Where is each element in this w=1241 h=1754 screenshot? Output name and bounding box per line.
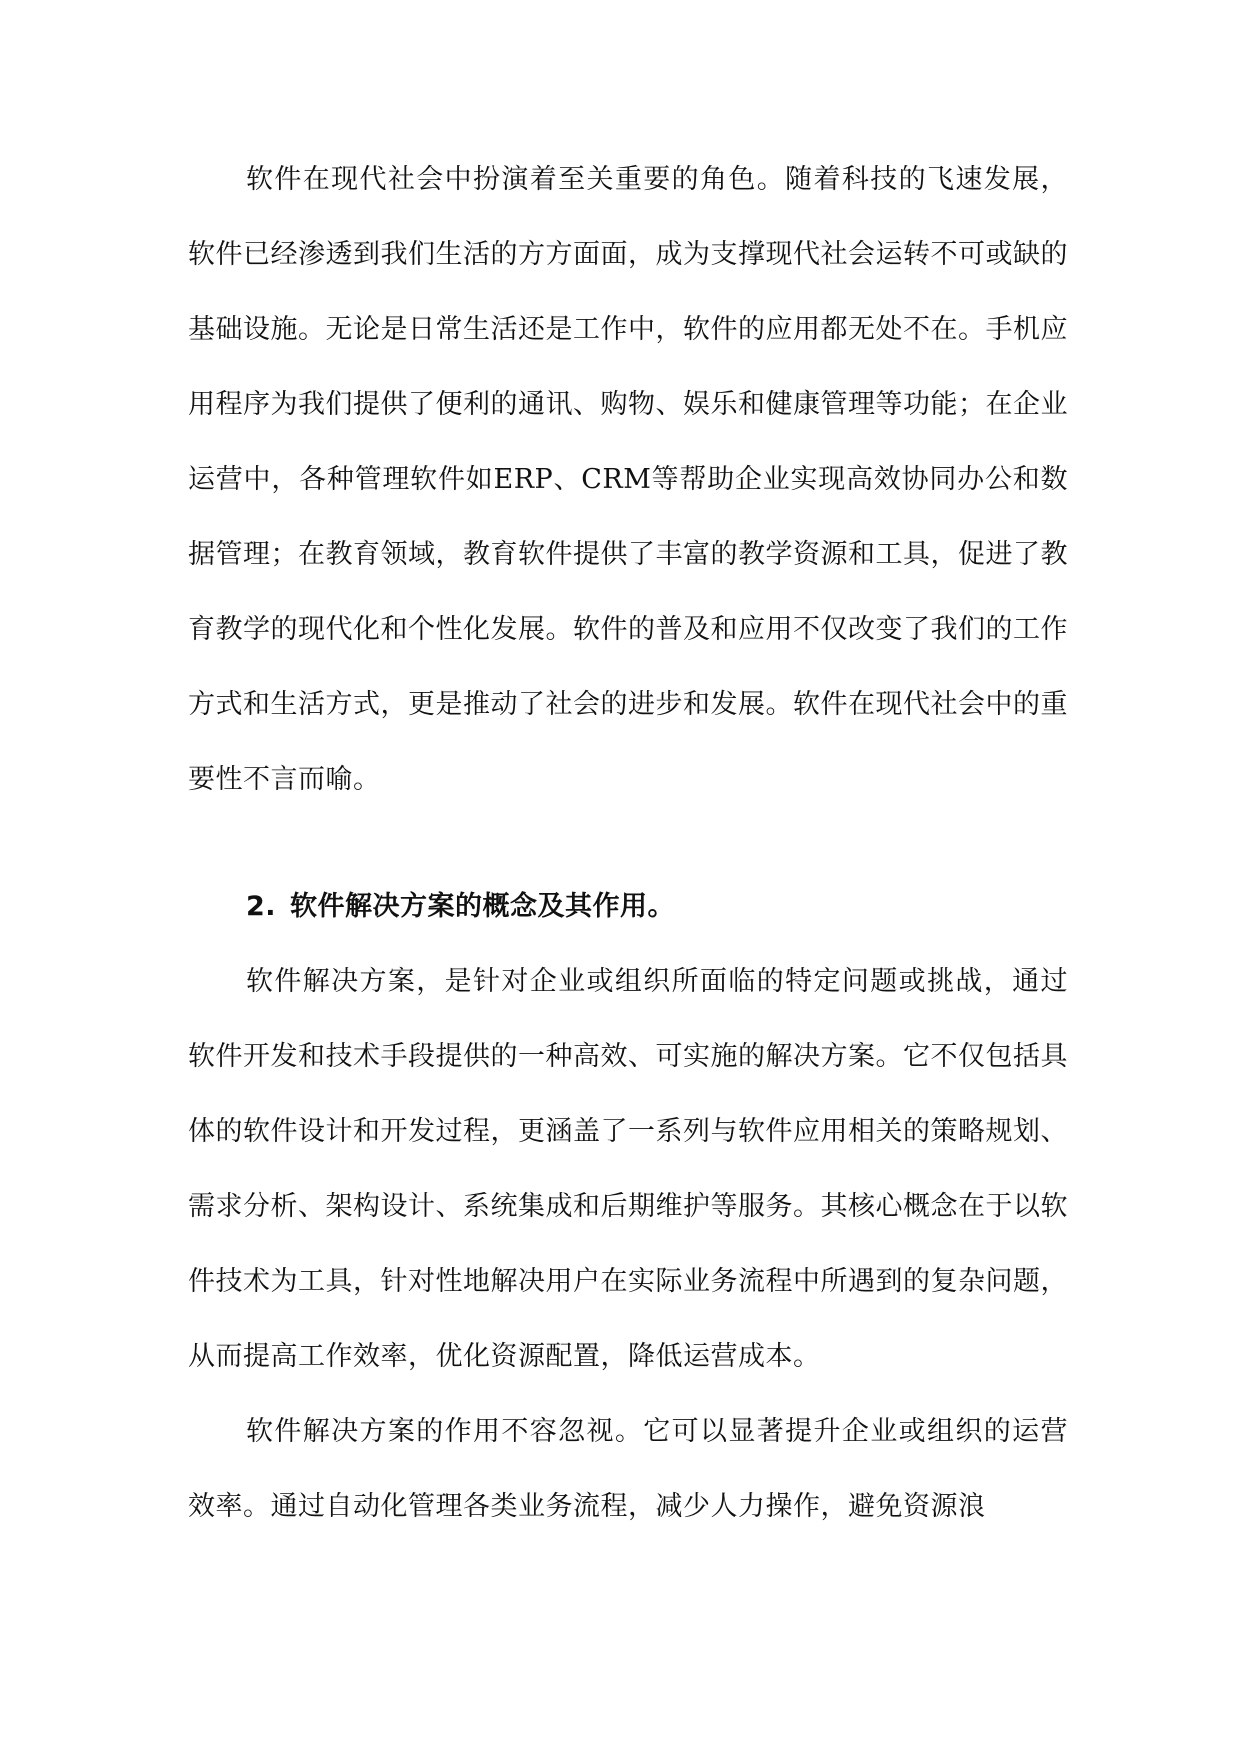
section-number: 2.: [246, 891, 277, 922]
paragraph-solution-role: 软件解决方案的作用不容忽视。它可以显著提升企业或组织的运营效率。通过自动化管理各类业务流程，减少人力操作，避免资源浪: [188, 1416, 1068, 1522]
section-heading: [188, 869, 1068, 944]
paragraph-software-importance: 软件在现代社会中扮演着至关重要的角色。随着科技的飞速发展，软件已经渗透到我们生活的方方面面，成为支撑现代社会运转不可或缺的基础设施。无论是日常生活还是工作中，软件的应用都无处不在。手机应用程序为我们提供了便利的通讯、购物、娱乐和健康管理等功能；在企业运营中，各种管理软件如ERP、CRM等帮助企业实现高效协同办公和数据管理；在教育领域，教育软件提供了丰富的教学资源和工具，促进了教育教学的现代化和个性化发展。软件的普及和应用不仅改变了我们的工作方式和生活方式，更是推动了社会的进步和发展。软件在现代社会中的重要性不言而喻。: [188, 164, 1068, 795]
section-title: 软件解决方案的概念及其作用。: [290, 891, 676, 922]
document-body: [188, 142, 1068, 1544]
paragraph-solution-concept: 软件解决方案，是针对企业或组织所面临的特定问题或挑战，通过软件开发和技术手段提供的一种高效、可实施的解决方案。它不仅包括具体的软件设计和开发过程，更涵盖了一系列与软件应用相关的策略规划、需求分析、架构设计、系统集成和后期维护等服务。其核心概念在于以软件技术为工具，针对性地解决用户在实际业务流程中所遇到的复杂问题，从而提高工作效率，优化资源配置，降低运营成本。: [188, 966, 1068, 1372]
